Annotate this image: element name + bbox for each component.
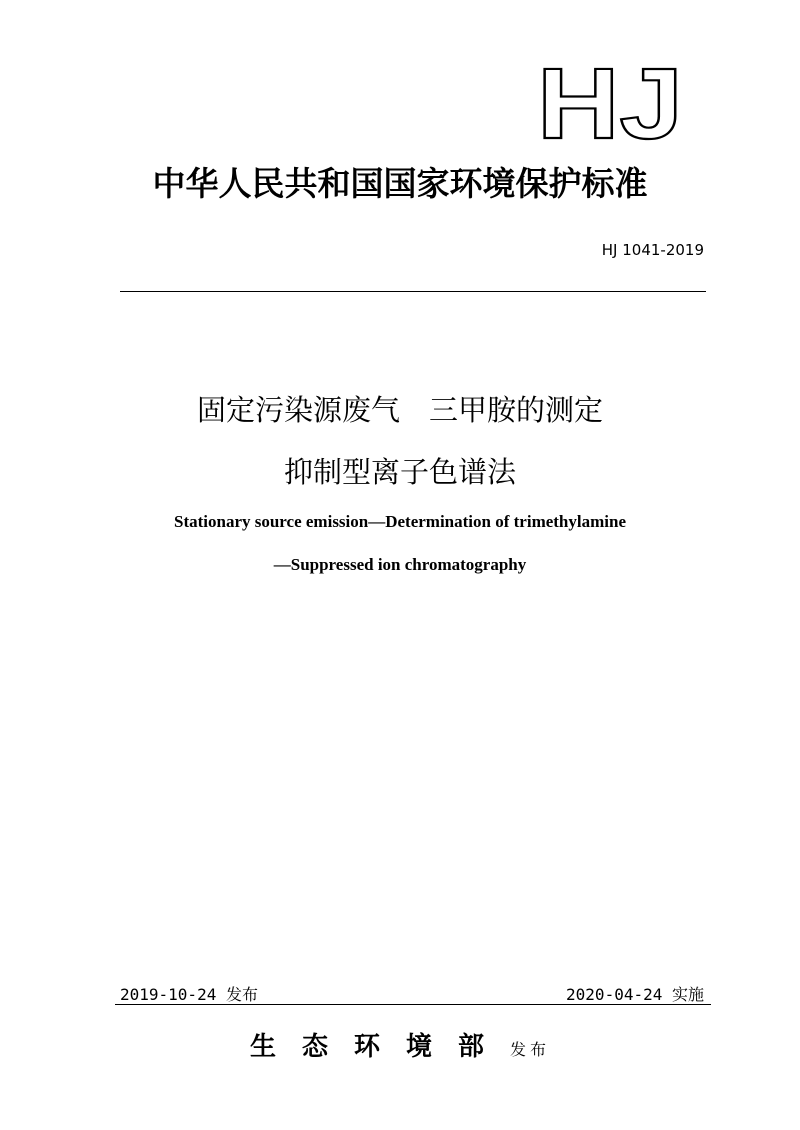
title-english-line-2: —Suppressed ion chromatography xyxy=(273,555,527,574)
title-chinese-line-2: 抑制型离子色谱法 xyxy=(283,455,516,489)
standard-code: HJ 1041-2019 xyxy=(601,241,704,259)
hj-logo-text: HJ xyxy=(537,62,683,142)
title-chinese-line-1: 固定污染源废气 三甲胺的测定 xyxy=(196,393,603,427)
issue-date: 2019-10-24 发布 xyxy=(120,985,258,1004)
title-english-line-1: Stationary source emission—Determination of trimethylamine xyxy=(173,512,626,531)
publisher-name: 生态环境部 xyxy=(249,1032,510,1062)
publisher xyxy=(0,1026,800,1063)
implementation-date: 2020-04-24 实施 xyxy=(566,985,704,1004)
hj-logo xyxy=(535,62,685,142)
standard-organization: 中华人民共和国国家环境保护标准 xyxy=(152,164,648,203)
top-divider xyxy=(120,291,706,292)
bottom-divider xyxy=(115,1004,711,1005)
publisher-suffix: 发布 xyxy=(510,1040,551,1059)
